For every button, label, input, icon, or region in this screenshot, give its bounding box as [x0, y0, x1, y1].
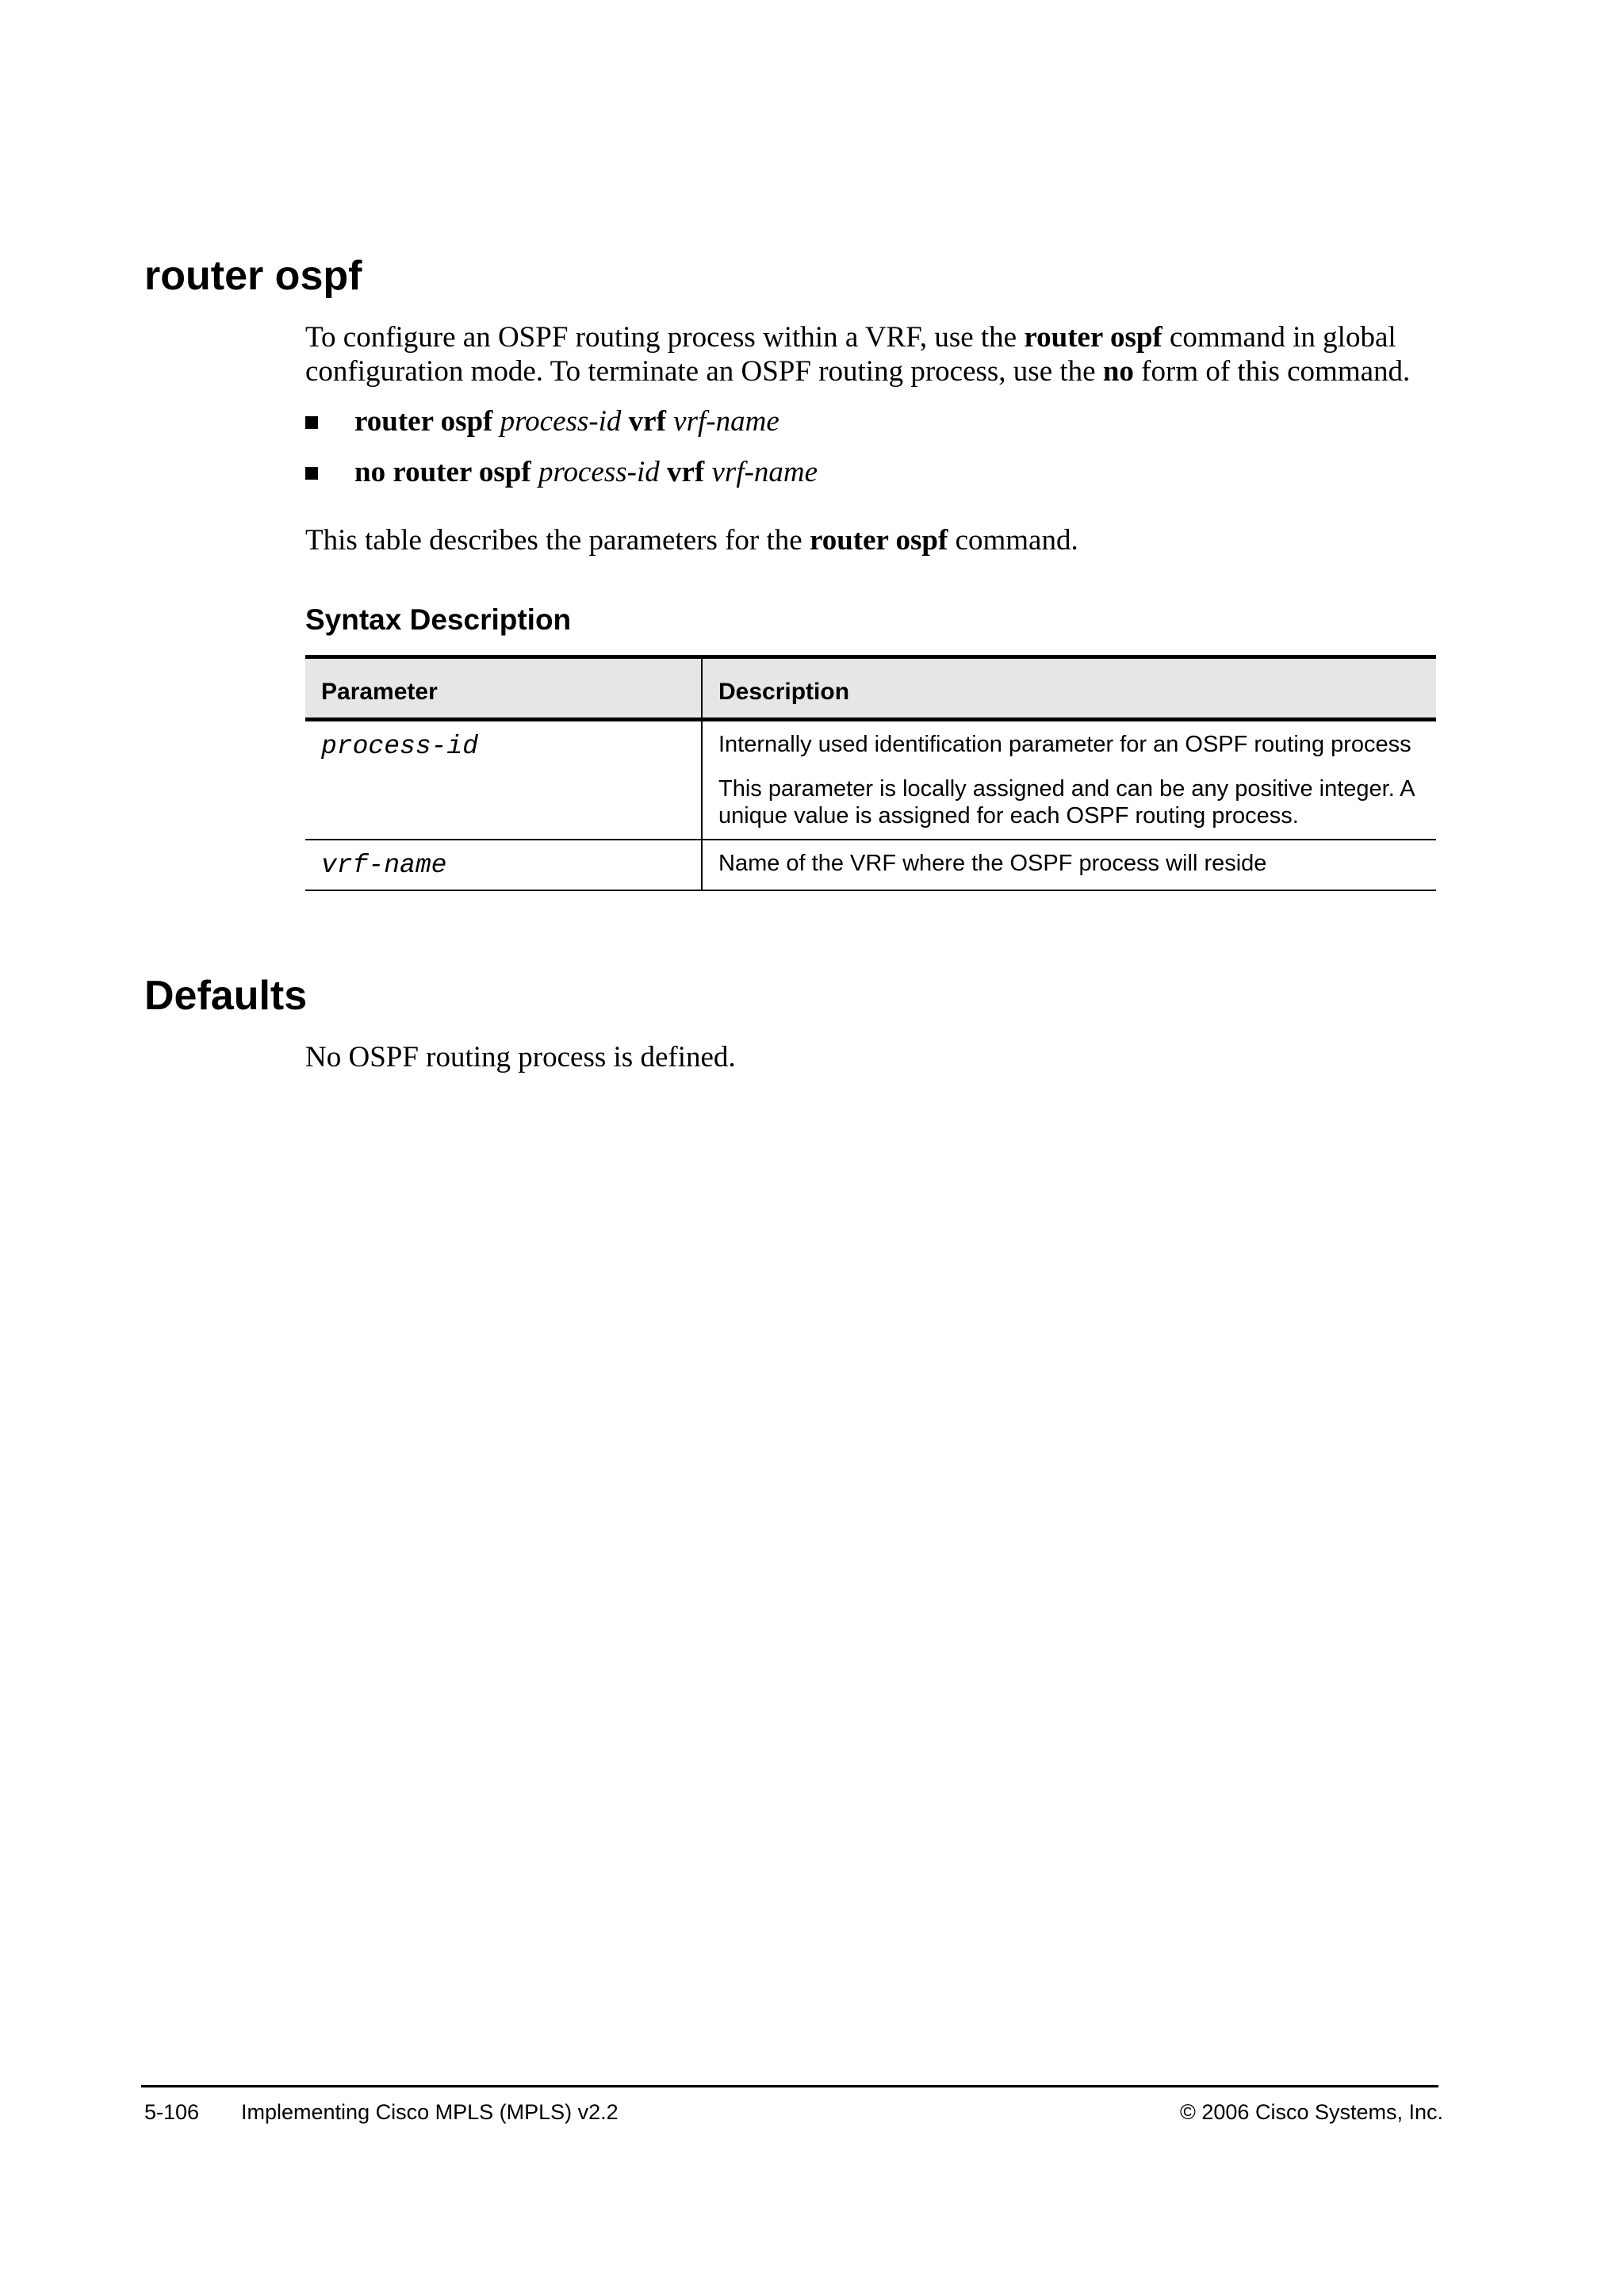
syntax-description-table	[305, 655, 1436, 891]
description-paragraph: This parameter is locally assigned and can be any positive integer. A unique value is assigned for each OSPF routing process.	[718, 776, 1414, 828]
description-paragraph: Name of the VRF where the OSPF process will reside	[718, 851, 1267, 876]
square-bullet-icon	[305, 416, 318, 429]
column-header-description: Description	[702, 657, 1436, 720]
intro-text: configuration mode. To terminate an OSPF routing process, use the	[305, 355, 1103, 388]
intro-text: To configure an OSPF routing process within a VRF, use the	[305, 321, 1025, 354]
intro-line-2	[305, 354, 1410, 388]
footer-page-number: 5-106	[144, 2100, 200, 2124]
defaults-heading: Defaults	[144, 973, 308, 1019]
parameter-cell: vrf-name	[305, 840, 702, 890]
intro-text: form of this command.	[1133, 355, 1411, 388]
table-header-row	[305, 657, 1436, 720]
intro-command: router ospf	[1024, 321, 1162, 354]
footer-copyright: © 2006 Cisco Systems, Inc.	[1179, 2100, 1443, 2124]
syntax-description-heading: Syntax Description	[305, 603, 572, 636]
column-header-parameter: Parameter	[305, 657, 702, 720]
description-cell	[702, 840, 1436, 890]
footer-divider	[141, 2085, 1438, 2087]
intro-line-1	[305, 320, 1396, 354]
description-cell	[702, 720, 1436, 840]
syntax-command: router ospf process-id vrf vrf-name	[354, 405, 779, 438]
intro-text: command in global	[1162, 321, 1396, 354]
parameter-cell: process-id	[305, 720, 702, 840]
table-intro: This table describes the parameters for the router ospf command.	[305, 524, 1078, 557]
square-bullet-icon	[305, 467, 318, 480]
table-row	[305, 840, 1436, 890]
defaults-text: No OSPF routing process is defined.	[305, 1041, 736, 1073]
page-title: router ospf	[144, 253, 362, 299]
table-row	[305, 720, 1436, 840]
description-paragraph: Internally used identification parameter for an OSPF routing process	[718, 732, 1411, 757]
intro-keyword: no	[1102, 355, 1134, 388]
footer-book-title: Implementing Cisco MPLS (MPLS) v2.2	[241, 2100, 619, 2124]
syntax-command: no router ospf process-id vrf vrf-name	[354, 456, 818, 488]
